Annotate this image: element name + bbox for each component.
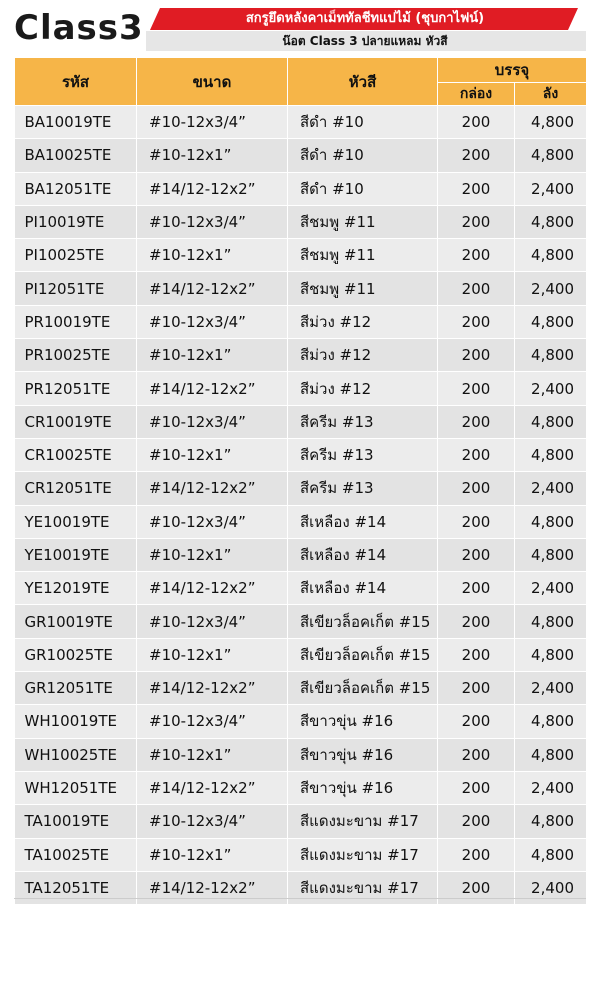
- page-header: [0, 0, 600, 56]
- cell-size: #14/12-12x2”: [137, 372, 288, 405]
- col-header-packing: บรรจุ: [438, 58, 587, 83]
- cell-box-qty: 200: [438, 672, 515, 705]
- cell-carton-qty: 4,800: [515, 405, 587, 438]
- table-row: [15, 272, 587, 305]
- cell-box-qty: 200: [438, 405, 515, 438]
- col-header-size: ขนาด: [137, 58, 288, 106]
- cell-size: #10-12x3/4”: [137, 205, 288, 238]
- cell-size: #10-12x3/4”: [137, 106, 288, 139]
- table-body: [15, 106, 587, 905]
- table-bottom-border: [14, 898, 586, 899]
- cell-size: #10-12x3/4”: [137, 805, 288, 838]
- table-row: [15, 538, 587, 571]
- cell-code: TA12051TE: [15, 871, 137, 904]
- col-header-carton: ลัง: [515, 83, 587, 106]
- cell-carton-qty: 4,800: [515, 106, 587, 139]
- cell-box-qty: 200: [438, 871, 515, 904]
- cell-size: #10-12x1”: [137, 438, 288, 471]
- cell-code: WH12051TE: [15, 771, 137, 804]
- product-table: [14, 57, 587, 905]
- table-row: [15, 472, 587, 505]
- cell-carton-qty: 4,800: [515, 139, 587, 172]
- cell-carton-qty: 4,800: [515, 438, 587, 471]
- cell-code: CR10019TE: [15, 405, 137, 438]
- cell-size: #10-12x3/4”: [137, 605, 288, 638]
- cell-size: #10-12x3/4”: [137, 305, 288, 338]
- cell-head-color: สีขาวขุ่น #16: [288, 738, 438, 771]
- cell-size: #10-12x1”: [137, 738, 288, 771]
- cell-box-qty: 200: [438, 272, 515, 305]
- cell-code: WH10019TE: [15, 705, 137, 738]
- cell-code: YE10019TE: [15, 505, 137, 538]
- cell-head-color: สีขาวขุ่น #16: [288, 705, 438, 738]
- cell-size: #10-12x1”: [137, 139, 288, 172]
- cell-carton-qty: 4,800: [515, 205, 587, 238]
- cell-code: PR10019TE: [15, 305, 137, 338]
- cell-code: PR10025TE: [15, 339, 137, 372]
- table-row: [15, 405, 587, 438]
- cell-box-qty: 200: [438, 505, 515, 538]
- cell-size: #14/12-12x2”: [137, 172, 288, 205]
- cell-head-color: สีชมพู #11: [288, 205, 438, 238]
- cell-carton-qty: 4,800: [515, 339, 587, 372]
- cell-code: YE10019TE: [15, 538, 137, 571]
- cell-carton-qty: 2,400: [515, 771, 587, 804]
- cell-code: TA10019TE: [15, 805, 137, 838]
- table-row: [15, 139, 587, 172]
- cell-box-qty: 200: [438, 205, 515, 238]
- cell-size: #10-12x1”: [137, 538, 288, 571]
- cell-carton-qty: 4,800: [515, 805, 587, 838]
- table-row: [15, 339, 587, 372]
- table-row: [15, 572, 587, 605]
- brand-logo: Class3: [14, 8, 144, 48]
- cell-size: #10-12x1”: [137, 638, 288, 671]
- page-title: สกรูยึดหลังคาเม็ททัลชีทแปไม้ (ชุบกาไฟน์): [245, 11, 485, 26]
- cell-head-color: สีเหลือง #14: [288, 572, 438, 605]
- cell-head-color: สีเขียวล็อคเก็ต #15: [288, 605, 438, 638]
- cell-carton-qty: 4,800: [515, 605, 587, 638]
- cell-box-qty: 200: [438, 805, 515, 838]
- table-row: [15, 738, 587, 771]
- cell-code: PI12051TE: [15, 272, 137, 305]
- cell-code: GR10025TE: [15, 638, 137, 671]
- cell-head-color: สีเหลือง #14: [288, 538, 438, 571]
- table-header: [15, 58, 587, 106]
- cell-carton-qty: 2,400: [515, 871, 587, 904]
- cell-head-color: สีครีม #13: [288, 438, 438, 471]
- cell-carton-qty: 4,800: [515, 538, 587, 571]
- cell-size: #10-12x1”: [137, 239, 288, 272]
- cell-head-color: สีขาวขุ่น #16: [288, 771, 438, 804]
- cell-box-qty: 200: [438, 572, 515, 605]
- cell-head-color: สีเหลือง #14: [288, 505, 438, 538]
- cell-size: #14/12-12x2”: [137, 572, 288, 605]
- cell-box-qty: 200: [438, 139, 515, 172]
- cell-size: #10-12x3/4”: [137, 505, 288, 538]
- cell-box-qty: 200: [438, 372, 515, 405]
- table-row: [15, 705, 587, 738]
- cell-head-color: สีครีม #13: [288, 472, 438, 505]
- cell-carton-qty: 4,800: [515, 239, 587, 272]
- cell-box-qty: 200: [438, 339, 515, 372]
- cell-code: BA10019TE: [15, 106, 137, 139]
- cell-size: #14/12-12x2”: [137, 871, 288, 904]
- cell-carton-qty: 4,800: [515, 705, 587, 738]
- cell-head-color: สีดำ #10: [288, 172, 438, 205]
- cell-size: #10-12x3/4”: [137, 705, 288, 738]
- cell-code: WH10025TE: [15, 738, 137, 771]
- cell-box-qty: 200: [438, 738, 515, 771]
- table-row: [15, 172, 587, 205]
- table-row: [15, 638, 587, 671]
- cell-code: CR10025TE: [15, 438, 137, 471]
- cell-code: BA12051TE: [15, 172, 137, 205]
- cell-box-qty: 200: [438, 705, 515, 738]
- cell-carton-qty: 4,800: [515, 838, 587, 871]
- cell-code: YE12019TE: [15, 572, 137, 605]
- cell-head-color: สีดำ #10: [288, 106, 438, 139]
- cell-box-qty: 200: [438, 605, 515, 638]
- cell-head-color: สีม่วง #12: [288, 339, 438, 372]
- col-header-code: รหัส: [15, 58, 137, 106]
- cell-box-qty: 200: [438, 172, 515, 205]
- table-row: [15, 239, 587, 272]
- cell-head-color: สีแดงมะขาม #17: [288, 838, 438, 871]
- cell-head-color: สีชมพู #11: [288, 272, 438, 305]
- table-row: [15, 505, 587, 538]
- cell-carton-qty: 2,400: [515, 372, 587, 405]
- cell-code: TA10025TE: [15, 838, 137, 871]
- cell-code: GR12051TE: [15, 672, 137, 705]
- table-row: [15, 605, 587, 638]
- table-row: [15, 871, 587, 904]
- table-row: [15, 372, 587, 405]
- cell-code: BA10025TE: [15, 139, 137, 172]
- cell-carton-qty: 2,400: [515, 172, 587, 205]
- cell-box-qty: 200: [438, 438, 515, 471]
- cell-head-color: สีชมพู #11: [288, 239, 438, 272]
- cell-size: #14/12-12x2”: [137, 672, 288, 705]
- cell-box-qty: 200: [438, 771, 515, 804]
- cell-code: PI10019TE: [15, 205, 137, 238]
- table-row: [15, 771, 587, 804]
- cell-size: #14/12-12x2”: [137, 272, 288, 305]
- table-row: [15, 838, 587, 871]
- cell-box-qty: 200: [438, 472, 515, 505]
- cell-head-color: สีครีม #13: [288, 405, 438, 438]
- cell-size: #10-12x1”: [137, 339, 288, 372]
- cell-size: #10-12x1”: [137, 838, 288, 871]
- cell-code: CR12051TE: [15, 472, 137, 505]
- col-header-box: กล่อง: [438, 83, 515, 106]
- cell-head-color: สีเขียวล็อคเก็ต #15: [288, 638, 438, 671]
- cell-head-color: สีแดงมะขาม #17: [288, 805, 438, 838]
- cell-head-color: สีม่วง #12: [288, 372, 438, 405]
- cell-head-color: สีเขียวล็อคเก็ต #15: [288, 672, 438, 705]
- cell-code: GR10019TE: [15, 605, 137, 638]
- cell-carton-qty: 2,400: [515, 272, 587, 305]
- cell-carton-qty: 4,800: [515, 305, 587, 338]
- table-row: [15, 805, 587, 838]
- cell-box-qty: 200: [438, 305, 515, 338]
- cell-head-color: สีแดงมะขาม #17: [288, 871, 438, 904]
- cell-carton-qty: 2,400: [515, 572, 587, 605]
- cell-carton-qty: 4,800: [515, 638, 587, 671]
- cell-box-qty: 200: [438, 239, 515, 272]
- col-header-head-color: หัวสี: [288, 58, 438, 106]
- cell-head-color: สีม่วง #12: [288, 305, 438, 338]
- cell-box-qty: 200: [438, 638, 515, 671]
- cell-size: #14/12-12x2”: [137, 472, 288, 505]
- cell-carton-qty: 4,800: [515, 505, 587, 538]
- cell-box-qty: 200: [438, 106, 515, 139]
- page-subtitle: น๊อต Class 3 ปลายแหลม หัวสี: [282, 34, 448, 48]
- cell-carton-qty: 2,400: [515, 672, 587, 705]
- table-row: [15, 672, 587, 705]
- cell-box-qty: 200: [438, 538, 515, 571]
- cell-carton-qty: 4,800: [515, 738, 587, 771]
- cell-code: PI10025TE: [15, 239, 137, 272]
- cell-carton-qty: 2,400: [515, 472, 587, 505]
- table-row: [15, 438, 587, 471]
- cell-size: #10-12x3/4”: [137, 405, 288, 438]
- cell-size: #14/12-12x2”: [137, 771, 288, 804]
- cell-head-color: สีดำ #10: [288, 139, 438, 172]
- cell-box-qty: 200: [438, 838, 515, 871]
- cell-code: PR12051TE: [15, 372, 137, 405]
- table-row: [15, 305, 587, 338]
- table-row: [15, 106, 587, 139]
- table-row: [15, 205, 587, 238]
